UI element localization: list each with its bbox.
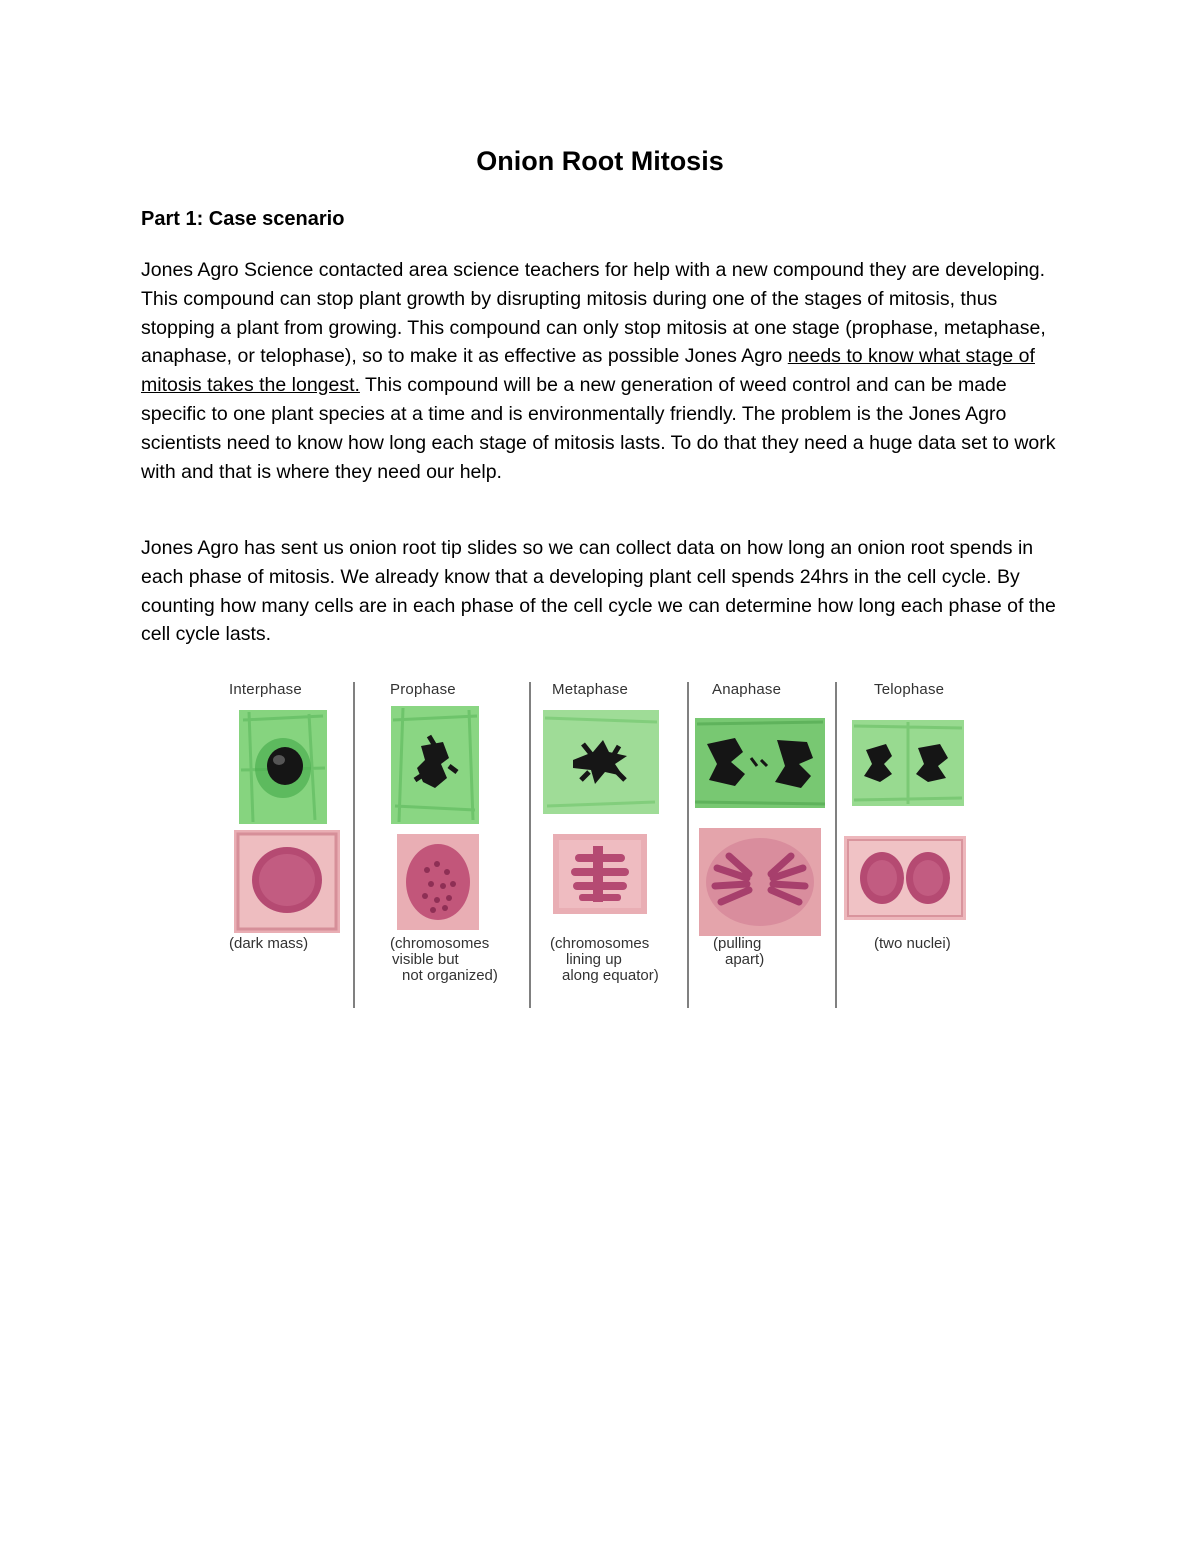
note-line: (dark mass) bbox=[229, 935, 309, 952]
note-line: (pulling bbox=[713, 935, 762, 952]
interphase-note bbox=[229, 936, 308, 952]
stage-label-telophase: Telophase bbox=[874, 681, 945, 698]
paragraph-1-text-start: Jones Agro Science contacted area science teachers for help with a new compound they are developing. This compound can stop plant growth by disrupting mitosis during one of the stages of mitosis, thus stopping a plant from growing. This compound can only stop mitosis at one stage (prophase, metaphase, anaphase, or telophase), so to make it as effective as possible Jones Agro bbox=[141, 259, 1046, 368]
anaphase-green-cell-image bbox=[695, 718, 825, 808]
case-paragraph-1 bbox=[141, 256, 1066, 486]
underlined-key-question: needs to know what stage of mitosis takes the longest. bbox=[141, 345, 1035, 397]
paragraph-1-text-end: This compound will be a new generation of weed control and can be made specific to one plant species at a time and is environmentally friendly. The problem is the Jones Agro scientists need to know how long each stage of mitosis lasts. To do that they need a huge data set to work with and that is where they need our help. bbox=[141, 374, 1056, 483]
note-line: (chromosomes bbox=[550, 935, 650, 952]
prophase-green-cell-image bbox=[391, 706, 479, 824]
interphase-pink-cell-image bbox=[234, 830, 340, 933]
note-line: (two nuclei) bbox=[874, 935, 951, 952]
telophase-note bbox=[874, 936, 951, 952]
stage-label-interphase: Interphase bbox=[229, 681, 302, 698]
metaphase-green-cell-image bbox=[543, 710, 659, 814]
mitosis-stages-figure bbox=[223, 676, 983, 1014]
page-title: Onion Root Mitosis bbox=[476, 146, 724, 176]
column-divider bbox=[529, 682, 531, 1008]
telophase-pink-cell-image bbox=[844, 836, 966, 920]
column-divider bbox=[835, 682, 837, 1008]
note-line: along equator) bbox=[562, 967, 659, 984]
telophase-green-cell-image bbox=[852, 720, 964, 806]
column-divider bbox=[353, 682, 355, 1008]
note-line: not organized) bbox=[402, 967, 498, 984]
stage-label-anaphase: Anaphase bbox=[712, 681, 782, 698]
metaphase-pink-cell-image bbox=[553, 834, 647, 914]
metaphase-note bbox=[550, 936, 659, 984]
note-line: visible but bbox=[392, 951, 459, 968]
section-heading: Part 1: Case scenario bbox=[141, 208, 345, 230]
interphase-green-cell-image bbox=[239, 710, 327, 824]
anaphase-note bbox=[713, 936, 764, 968]
column-divider bbox=[687, 682, 689, 1008]
prophase-note bbox=[390, 936, 498, 984]
stage-label-metaphase: Metaphase bbox=[552, 681, 629, 698]
anaphase-pink-cell-image bbox=[699, 828, 821, 936]
note-line: lining up bbox=[566, 951, 622, 968]
case-paragraph-2: Jones Agro has sent us onion root tip slides so we can collect data on how long an onion root spends in each phase of mitosis. We already know that a developing plant cell spends 24hrs in the cell cycle. By counting how many cells are in each phase of the cell cycle we can determine how long each phase of the cell cycle lasts. bbox=[141, 537, 1056, 646]
stage-label-prophase: Prophase bbox=[390, 681, 456, 698]
note-line: (chromosomes bbox=[390, 935, 490, 952]
prophase-pink-cell-image bbox=[397, 834, 479, 930]
note-line: apart) bbox=[725, 951, 765, 968]
